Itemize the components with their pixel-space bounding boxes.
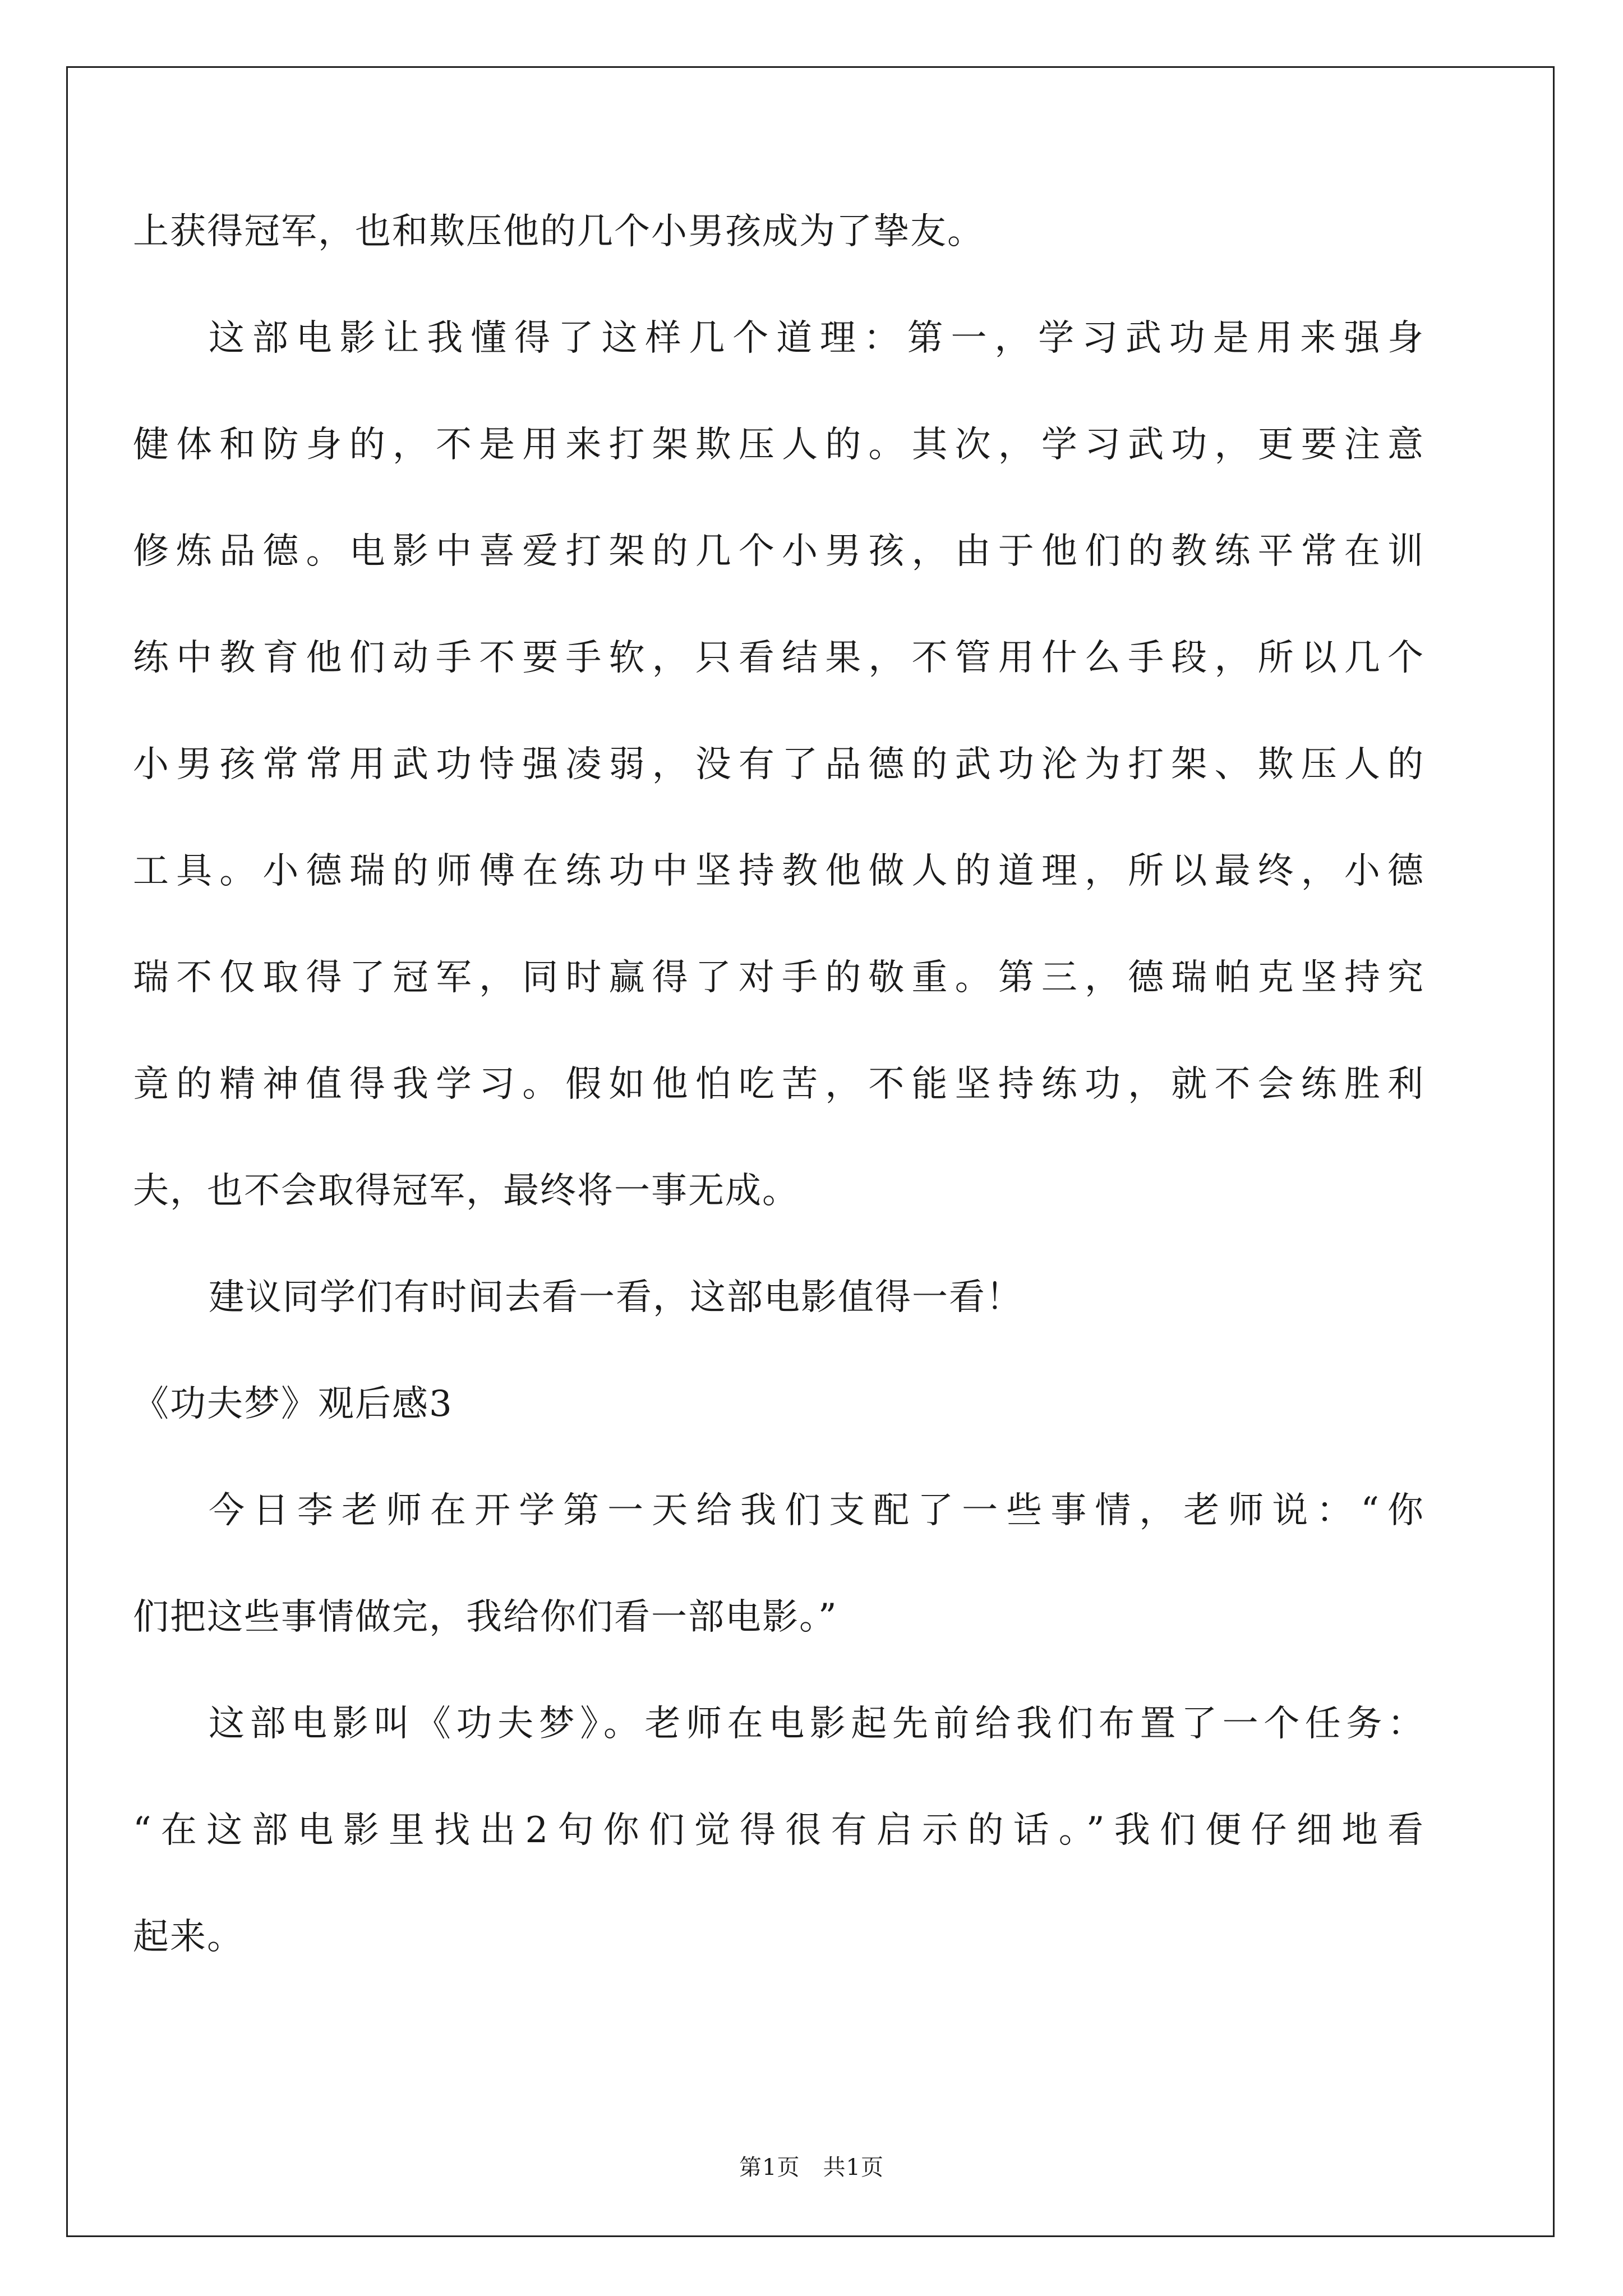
paragraph-first-line: 这部电影让我懂得了这样几个道理：第一，学习武功是用来强身 [209,318,1424,359]
text-line: 瑞不仅取得了冠军，同时赢得了对手的敬重。第三，德瑞帕克坚持究 [133,957,1424,999]
text-line: 修炼品德。电影中喜爱打架的几个小男孩，由于他们的教练平常在训 [133,531,1424,572]
text-line: 工具。小德瑞的师傅在练功中坚持教他做人的道理，所以最终，小德 [133,850,1424,892]
text-line: 夫，也不会取得冠军，最终将一事无成。 [133,1170,799,1212]
text-line: 小男孩常常用武功恃强凌弱，没有了品德的武功沦为打架、欺压人的 [133,744,1424,785]
text-line: 练中教育他们动手不要手软，只看结果，不管用什么手段，所以几个 [133,637,1424,679]
text-line: 上获得冠军，也和欺压他的几个小男孩成为了挚友。 [133,211,984,252]
text-line: 竟的精神值得我学习。假如他怕吃苦，不能坚持练功，就不会练胜利 [133,1064,1424,1105]
text-line: 们把这些事情做完，我给你们看一部电影。” [133,1596,838,1638]
page-border [66,66,1555,2237]
section-heading: 《功夫梦》观后感3 [133,1383,453,1425]
paragraph-first-line: 这部电影叫《功夫梦》。老师在电影起先前给我们布置了一个任务： [209,1703,1424,1745]
page-footer: 第1页 共1页 [739,2155,884,2180]
paragraph-first-line: 今日李老师在开学第一天给我们支配了一些事情，老师说：“你 [209,1490,1424,1531]
text-line: 起来。 [133,1916,244,1958]
text-line: “在这部电影里找出2句你们觉得很有启示的话。”我们便仔细地看 [133,1810,1424,1851]
text-line: 健体和防身的，不是用来打架欺压人的。其次，学习武功，更要注意 [133,424,1424,466]
paragraph-first-line: 建议同学们有时间去看一看，这部电影值得一看！ [209,1277,1023,1318]
